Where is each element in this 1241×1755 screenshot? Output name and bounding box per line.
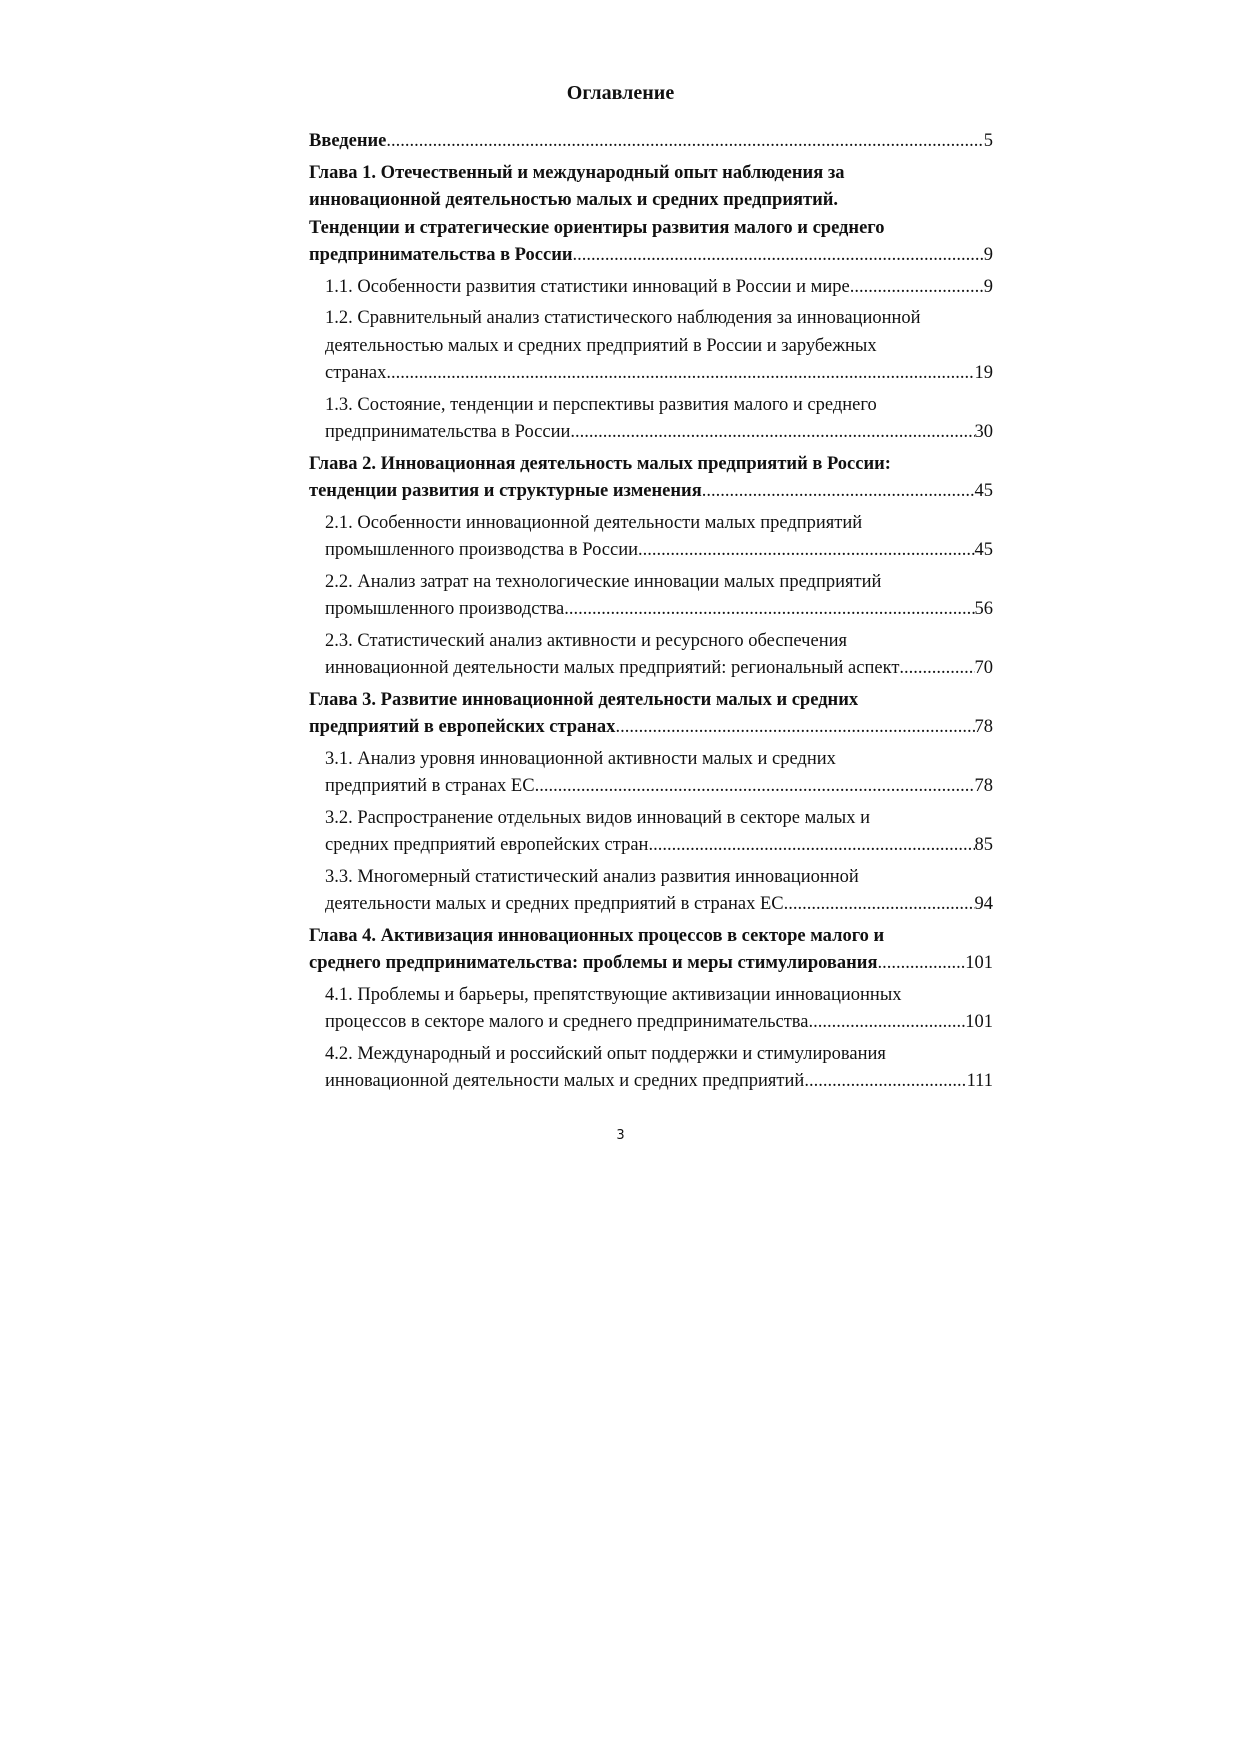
toc-entry-line: Глава 4. Активизация инновационных процессов в секторе малого и (309, 925, 885, 946)
toc-dot-leader (804, 1068, 966, 1096)
toc-page-number: 45 (974, 481, 993, 501)
toc-page-number: 45 (974, 540, 993, 560)
toc-page-number: 9 (983, 245, 993, 265)
toc-entry-line: 4.2. Международный и российский опыт поддержки и стимулирования (325, 1043, 886, 1064)
toc-entry-last-line (309, 242, 993, 270)
toc-entry-last-line (325, 655, 993, 683)
toc-dot-leader (638, 537, 974, 565)
toc-entry-line: инновационной деятельностью малых и средних предприятий. (309, 190, 839, 210)
toc-entry-line: деятельностью малых и средних предприятий в России и зарубежных (325, 335, 877, 356)
toc-entry-line: Глава 2. Инновационная деятельность малых предприятий в России: (309, 453, 891, 474)
toc-dot-leader (784, 891, 975, 919)
toc-section-entry[interactable] (325, 805, 993, 860)
toc-chapter-entry[interactable] (309, 128, 993, 156)
toc-entry-last-line (309, 128, 993, 156)
toc-section-entry[interactable] (325, 746, 993, 801)
toc-entry-text: 1.1. Особенности развития статистики инноваций в России и мире (325, 276, 850, 297)
toc-section-entry[interactable] (325, 305, 993, 388)
toc-chapter-entry[interactable] (309, 451, 993, 506)
toc-entry-last-line (325, 832, 993, 860)
toc-dot-leader (899, 655, 974, 683)
toc-page-number: 30 (974, 422, 993, 442)
toc-page-number: 78 (974, 776, 993, 796)
toc-page-number: 111 (966, 1071, 993, 1091)
toc-entry-line: 2.1. Особенности инновационной деятельности малых предприятий (325, 512, 863, 533)
toc-entry-line: 1.3. Состояние, тенденции и перспективы развития малого и среднего (325, 394, 877, 415)
toc-entry-last-line (309, 950, 993, 978)
toc-page-number: 85 (974, 835, 993, 855)
toc-entry-text: Введение (309, 131, 387, 151)
toc-chapter-entry[interactable] (309, 687, 993, 742)
toc-entry-line: Глава 1. Отечественный и международный опыт наблюдения за (309, 162, 845, 183)
toc-entry-line: 4.1. Проблемы и барьеры, препятствующие активизации инновационных (325, 984, 902, 1005)
toc-entry-text: промышленного производства в России (325, 540, 639, 560)
toc-entry-text: инновационной деятельности малых предприятий: региональный аспект (325, 658, 900, 678)
toc-dot-leader (564, 596, 974, 624)
toc-entry-text: средних предприятий европейских стран (325, 835, 649, 855)
toc-section-entry[interactable] (325, 864, 993, 919)
toc-entry-line: Тенденции и стратегические ориентиры развития малого и среднего (309, 217, 885, 238)
toc-section-entry[interactable] (325, 392, 993, 447)
toc-section-entry[interactable] (325, 1041, 993, 1096)
toc-chapter-entry[interactable] (309, 160, 993, 270)
toc-dot-leader (615, 714, 974, 742)
toc-entry-last-line (309, 714, 993, 742)
toc-page-number: 70 (974, 658, 993, 678)
toc-entry-text: предприятий в европейских странах (309, 717, 616, 737)
toc-entry-last-line (325, 596, 993, 624)
toc-entry-last-line (325, 773, 993, 801)
toc-dot-leader (702, 478, 975, 506)
toc-dot-leader (877, 950, 965, 978)
toc-entry-text: процессов в секторе малого и среднего предпринимательства (325, 1012, 809, 1032)
toc-section-entry[interactable] (325, 628, 993, 683)
toc-entry-text: предпринимательства в России (325, 422, 571, 442)
toc-page-number: 5 (983, 131, 993, 151)
toc-dot-leader (809, 1009, 966, 1037)
toc-entry-line: 3.1. Анализ уровня инновационной активности малых и средних (325, 748, 836, 769)
toc-page-number: 19 (974, 363, 993, 383)
toc-section-entry[interactable] (325, 569, 993, 624)
toc-dot-leader (648, 832, 974, 860)
toc-entry-last-line (325, 419, 993, 447)
toc-entry-last-line (325, 1068, 993, 1096)
toc-dot-leader (386, 128, 983, 156)
toc-entry-text: среднего предпринимательства: проблемы и меры стимулирования (309, 953, 878, 973)
toc-chapter-entry[interactable] (309, 923, 993, 978)
toc-entry-line: 1.2. Сравнительный анализ статистического наблюдения за инновационной (325, 308, 921, 328)
toc-entry-last-line (325, 1009, 993, 1037)
toc-dot-leader (573, 242, 984, 270)
toc-entry-text: тенденции развития и структурные изменения (309, 481, 702, 501)
table-of-contents (309, 128, 993, 1100)
toc-page-number: 9 (983, 276, 993, 297)
toc-dot-leader (535, 773, 975, 801)
toc-entry-last-line (325, 891, 993, 919)
toc-entry-line: 3.3. Многомерный статистический анализ развития инновационной (325, 866, 859, 887)
toc-section-entry[interactable] (325, 274, 993, 302)
page-number: 3 (616, 1128, 625, 1143)
toc-entry-last-line (325, 360, 993, 388)
toc-page-number: 101 (965, 953, 993, 973)
toc-entry-last-line (325, 274, 993, 302)
toc-section-entry[interactable] (325, 982, 993, 1037)
toc-entry-last-line (309, 478, 993, 506)
toc-page-number: 94 (974, 894, 993, 914)
toc-section-entry[interactable] (325, 510, 993, 565)
toc-entry-text: деятельности малых и средних предприятий в странах ЕС (325, 894, 784, 914)
toc-entry-text: странах (325, 363, 387, 383)
toc-entry-line: Глава 3. Развитие инновационной деятельности малых и средних (309, 689, 859, 710)
toc-title: Оглавление (566, 82, 675, 104)
toc-dot-leader (850, 274, 984, 302)
toc-entry-text: предприятий в странах ЕС (325, 776, 535, 796)
toc-page-number: 101 (965, 1012, 993, 1032)
toc-entry-line: 2.3. Статистический анализ активности и ресурсного обеспечения (325, 630, 848, 651)
toc-entry-text: промышленного производства (325, 599, 565, 619)
toc-dot-leader (570, 419, 974, 447)
toc-entry-last-line (325, 537, 993, 565)
toc-dot-leader (386, 360, 974, 388)
toc-entry-line: 2.2. Анализ затрат на технологические инновации малых предприятий (325, 571, 882, 592)
toc-entry-line: 3.2. Распространение отдельных видов инноваций в секторе малых и (325, 807, 870, 828)
toc-entry-text: инновационной деятельности малых и средних предприятий (325, 1071, 805, 1091)
toc-page-number: 78 (974, 717, 993, 737)
toc-entry-text: предпринимательства в России (309, 245, 573, 265)
toc-page-number: 56 (974, 599, 993, 619)
